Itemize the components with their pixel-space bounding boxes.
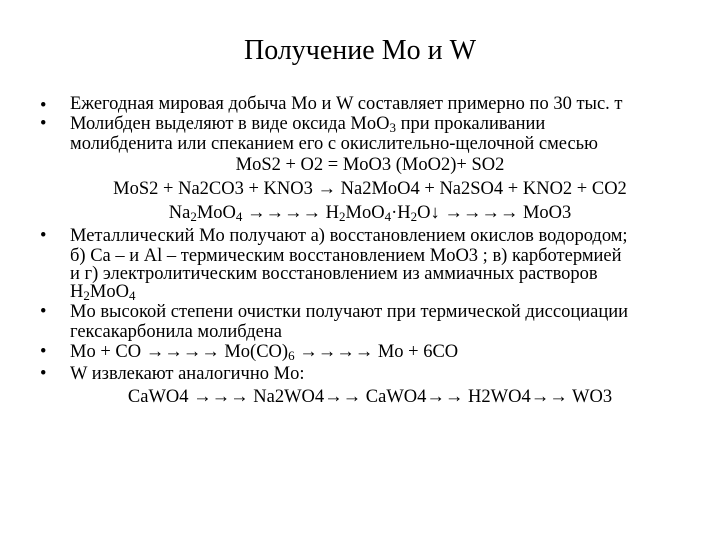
equation-1: MoS2 + O2 = MoO3 (MoO2)+ SO2 (235, 155, 505, 175)
subscript: 4 (384, 209, 392, 224)
text-fragment: Na (168, 203, 191, 223)
bullet-text-continued: б) Ca – и Al – термическим восстановлением MoO3 ; в) карботермией (70, 246, 622, 266)
bullet-dot-icon: • (40, 364, 47, 384)
bullet-text-continued: и г) электролитическим восстановлением из аммиачных растворов (70, 264, 598, 284)
bullet-item-metallic-mo (40, 225, 700, 301)
text-fragment: Молибден выделяют в виде оксида MoO (70, 114, 390, 134)
subscript: 2 (410, 209, 418, 224)
text-fragment: ·H (391, 203, 411, 223)
bullet-list (40, 95, 700, 409)
bullet-dot-icon: • (40, 114, 47, 134)
bullet-text: Ежегодная мировая добыча Mo и W составляет примерно по 30 тыс. т (70, 94, 623, 114)
equation-2: MoS2 + Na2CO3 + KNO3 → Na2MoO4 + Na2SO4 + KNO2 + CO2 (113, 179, 627, 199)
bullet-item-production (40, 94, 700, 116)
subscript: 2 (339, 209, 346, 224)
subscript: 6 (288, 348, 295, 363)
subscript: 2 (83, 288, 90, 303)
bullet-item-carbonyl-reaction (40, 341, 700, 363)
text-fragment: MoO (196, 203, 236, 223)
equation-3 (40, 201, 700, 225)
text-fragment: →→→→ Mo + 6CO (294, 342, 459, 362)
bullet-text: W извлекают аналогично Mo: (70, 364, 305, 384)
bullet-item-tungsten (40, 363, 700, 385)
bullet-text-continued: молибденита или спеканием его с окислительно-щелочной смесью (70, 134, 598, 154)
bullet-dot-icon: • (40, 96, 47, 116)
slide-title: Получение Mo и W (243, 35, 477, 66)
bullet-text: Mo высокой степени очистки получают при термической диссоциации (70, 302, 629, 322)
text-fragment: MoO (345, 203, 385, 223)
subscript: 4 (128, 288, 136, 303)
bullet-text (70, 341, 700, 363)
bullet-text-continued (70, 283, 700, 301)
text-fragment: при прокаливании (396, 114, 546, 134)
bullet-dot-icon: • (40, 342, 47, 362)
bullet-text-continued: гексакарбонила молибдена (70, 322, 282, 342)
subscript: 3 (389, 120, 396, 135)
text-fragment: →→→→ H (242, 203, 339, 223)
bullet-item-high-purity (40, 301, 700, 341)
subscript: 2 (190, 209, 197, 224)
text-fragment: H (70, 282, 84, 302)
bullet-text (70, 113, 700, 135)
text-fragment: MoO (89, 282, 129, 302)
bullet-text: Металлический Mo получают а) восстановлением окислов водородом; (70, 226, 628, 246)
subscript: 4 (235, 209, 243, 224)
bullet-item-molybdenum-oxide (40, 113, 700, 153)
text-fragment: Mo + CO →→→→ Mo(CO) (70, 342, 289, 362)
text-fragment: O↓ →→→→ MoO3 (417, 203, 572, 223)
bullet-dot-icon: • (40, 302, 47, 322)
equation-4: CaWO4 →→→ Na2WO4→→ CaWO4→→ H2WO4→→ WO3 (127, 387, 613, 407)
bullet-dot-icon: • (40, 226, 47, 246)
